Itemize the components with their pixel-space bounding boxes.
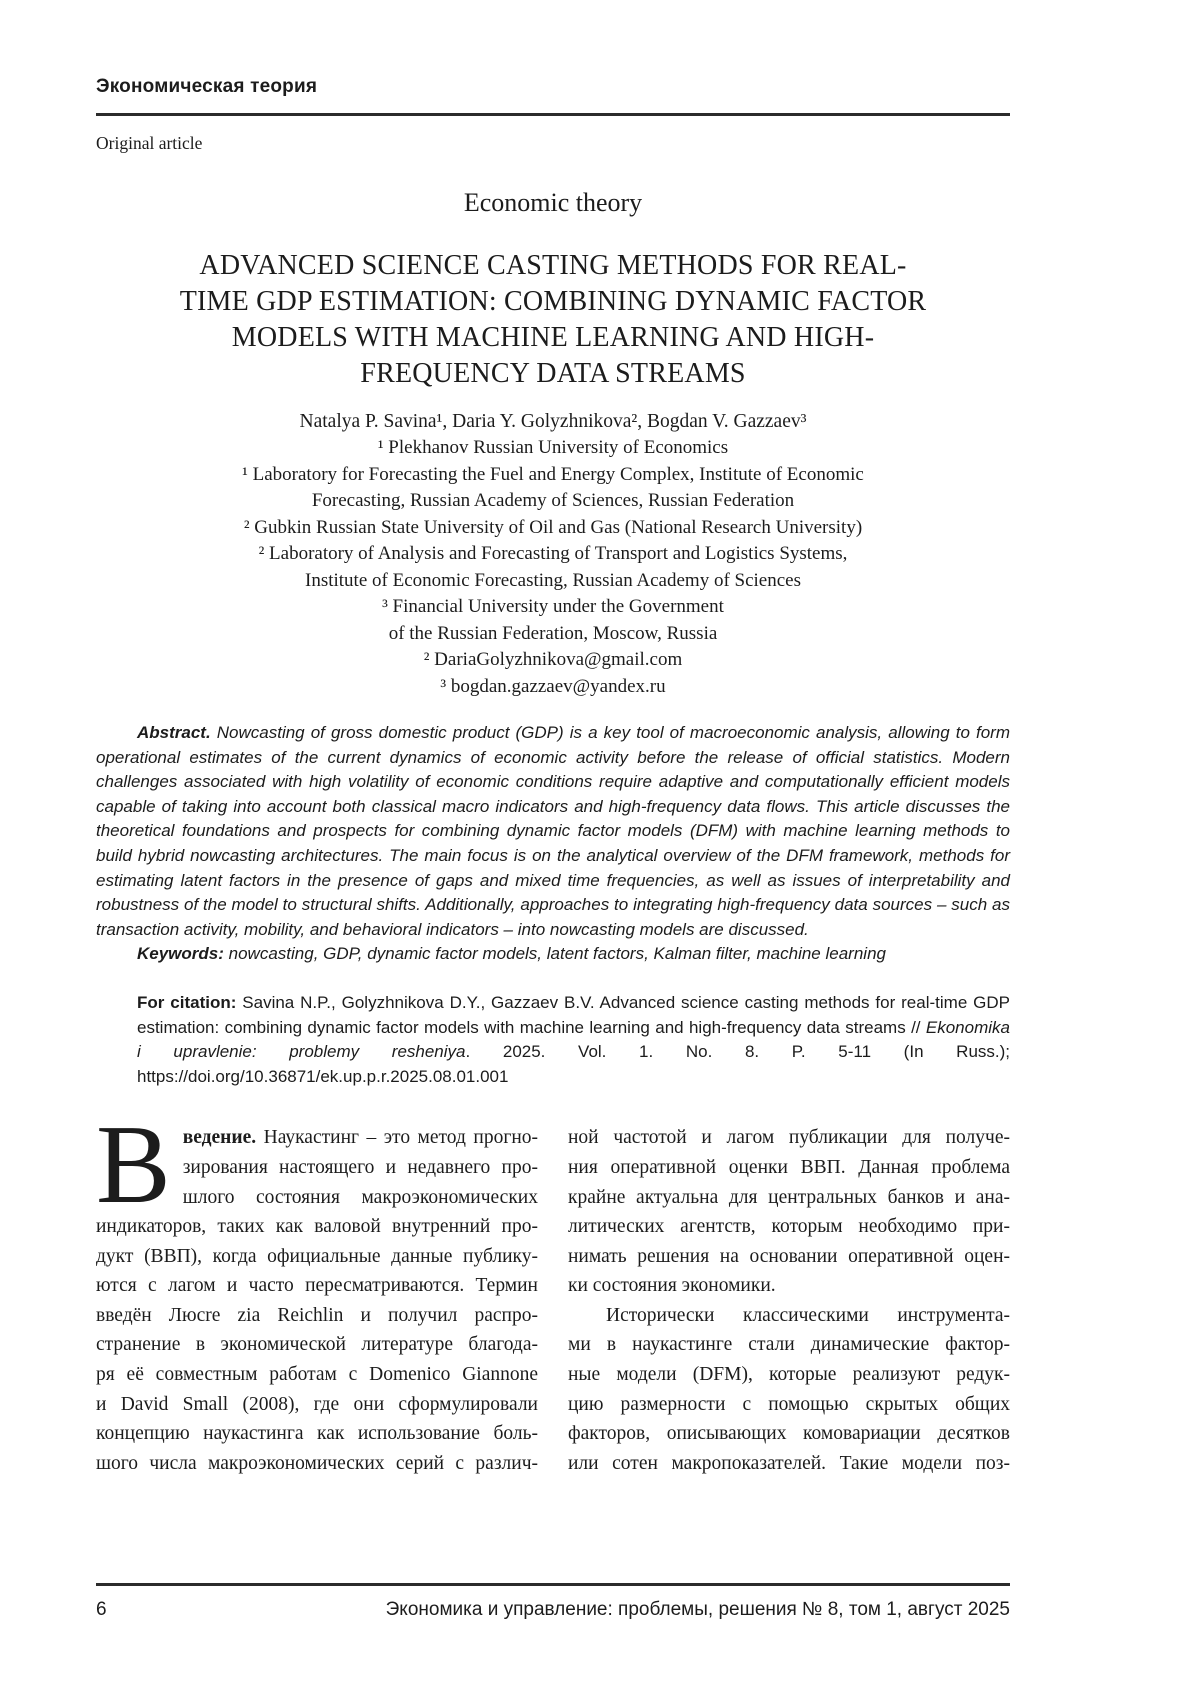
body-text-line: ния оперативной оценки ВВП. Данная проблема — [568, 1156, 1010, 1178]
header-rule — [96, 113, 1010, 116]
body-text-line: и David Small (2008), где они сформулировали — [96, 1393, 538, 1415]
abstract-text: Nowcasting of gross domestic product (GDP) is a key tool of macroeconomic analysis, allowing to form operational estimates of the current dynamics of economic activity before the release of official statistics. Modern challenges associated with high volatility of economic conditions require adaptive and computationally efficient models capable of taking into account both classical macro indicators and high-frequency data flows. This article discusses the theoretical foundations and prospects for combining dynamic factor models (DFM) with machine learning methods to build hybrid nowcasting architectures. The main focus is on the analytical overview of the DFM framework, methods for estimating latent factors in the presence of gaps and mixed time frequencies, as well as issues of interpretability and robustness of the model to structural shifts. Additionally, approaches to integrating high-frequency data sources – such as transaction activity, mobility, and behavioral indicators – into nowcasting models are discussed. — [96, 723, 1010, 939]
affiliation-line: Institute of Economic Forecasting, Russian Academy of Sciences — [305, 569, 801, 591]
authors-line: Natalya P. Savina¹, Daria Y. Golyzhnikova², Bogdan V. Gazzaev³ — [299, 411, 807, 432]
body-text-line: концепцию наукастинга как использование боль- — [96, 1423, 538, 1445]
body-text-line: шлого состояния макроэкономических — [182, 1186, 538, 1208]
body-text-line: введён Люсre zia Reichlin и получил распро- — [96, 1304, 538, 1326]
abstract-paragraph — [96, 721, 1010, 942]
body-text-line: ведение. Наукастинг – это метод прогно- — [182, 1127, 538, 1149]
citation-journal-name: Ekonomika i upravlenie: problemy resheniya — [137, 1017, 1010, 1062]
keywords-line — [96, 942, 1010, 967]
body-text-line: или сотен макропоказателей. Такие модели поз- — [568, 1452, 1010, 1474]
body-column-left — [96, 1103, 538, 1478]
citation-text-after-journal: . 2025. Vol. 1. No. 8. P. 5-11 (In Russ.); https://doi.org/10.36871/ek.up.p.r.2025.08.01.001 — [137, 1042, 1010, 1086]
footer-rule — [96, 1583, 1010, 1586]
affiliation-line: of the Russian Federation, Moscow, Russia — [388, 622, 718, 644]
body-text-line: ной частотой и лагом публикации для получе- — [568, 1127, 1010, 1149]
body-text-line: ми в наукастинге стали динамические фактор- — [568, 1334, 1010, 1356]
section-title: Economic theory — [463, 188, 643, 217]
body-text-line: нимать решения на основании оперативной оцен- — [568, 1245, 1010, 1267]
article-title-line: TIME GDP ESTIMATION: COMBINING DYNAMIC FACTOR — [179, 286, 927, 317]
paragraph-lead: ведение. — [182, 1127, 257, 1149]
body-text-line: цию размерности с помощью скрытых общих — [568, 1393, 1010, 1415]
footer-journal-line: Экономика и управление: проблемы, решения № 8, том 1, август 2025 — [385, 1599, 1010, 1620]
body-text-line: Исторически классическими инструмента- — [606, 1304, 1010, 1326]
keywords-label: Keywords: — [137, 944, 224, 964]
citation-block — [137, 991, 1010, 1089]
page-footer — [96, 1583, 1010, 1621]
affiliation-line: ² DariaGolyzhnikova@gmail.com — [423, 649, 683, 670]
body-text-line: индикаторов, таких как валовой внутренний про- — [96, 1216, 538, 1238]
page-content — [96, 76, 1010, 1478]
body-text-line: странение в экономической литературе благода- — [96, 1334, 538, 1356]
affiliation-line: ³ bogdan.gazzaev@yandex.ru — [440, 675, 666, 697]
journal-section-label: Экономическая теория — [96, 76, 318, 97]
affiliation-line: ² Gubkin Russian State University of Oil and Gas (National Research University) — [243, 516, 863, 538]
article-type-label: Original article — [96, 133, 203, 153]
affiliation-line: ² Laboratory of Analysis and Forecasting of Transport and Logistics Systems, — [258, 543, 848, 564]
keywords-text: nowcasting, GDP, dynamic factor models, latent factors, Kalman filter, machine learning — [223, 944, 886, 964]
abstract-label: Abstract. — [137, 723, 211, 742]
body-text-line: литических агентств, которым необходимо при- — [568, 1216, 1010, 1238]
affiliations-block — [96, 435, 1010, 700]
body-text-line: шого числа макроэкономических серий с различ- — [96, 1452, 538, 1474]
body-text-line: ки состояния экономики. — [568, 1275, 776, 1297]
body-text-line: ются с лагом и часто пересматриваются. Термин — [96, 1275, 538, 1297]
page-number: 6 — [96, 1599, 107, 1620]
affiliation-line: ¹ Laboratory for Forecasting the Fuel and Energy Complex, Institute of Economic — [242, 463, 864, 485]
body-text-line: крайне актуальна для центральных банков и ана- — [568, 1186, 1010, 1208]
body-text-line: зирования настоящего и недавнего про- — [182, 1156, 538, 1178]
body-text-line: ря её совместным работам с Domenico Giannone — [96, 1364, 538, 1386]
citation-label: For citation: — [137, 992, 237, 1012]
article-title-line: MODELS WITH MACHINE LEARNING AND HIGH- — [231, 322, 875, 353]
abstract-block — [96, 721, 1010, 967]
affiliation-line: Forecasting, Russian Academy of Sciences, Russian Federation — [311, 490, 795, 511]
body-columns — [96, 1103, 1010, 1478]
article-title-line: ADVANCED SCIENCE CASTING METHODS FOR REAL- — [199, 250, 907, 281]
article-title-line: FREQUENCY DATA STREAMS — [360, 358, 746, 389]
citation-text-before-journal: Savina N.P., Golyzhnikova D.Y., Gazzaev B.V. Advanced science casting methods for real-time GDP estimation: combining dynamic factor models with machine learning and high-frequency data streams // — [137, 992, 1011, 1037]
body-text-line: дукт (ВВП), когда официальные данные публику- — [96, 1245, 538, 1267]
body-text-line: ные модели (DFM), которые реализуют редук- — [568, 1364, 1010, 1386]
affiliation-line: ¹ Plekhanov Russian University of Economics — [377, 437, 729, 458]
article-title — [96, 248, 1010, 392]
body-text-line: факторов, описывающих комовариации десятков — [568, 1423, 1010, 1445]
drop-cap: В — [96, 1103, 171, 1228]
body-column-right — [568, 1123, 1010, 1478]
affiliation-line: ³ Financial University under the Government — [382, 596, 724, 617]
